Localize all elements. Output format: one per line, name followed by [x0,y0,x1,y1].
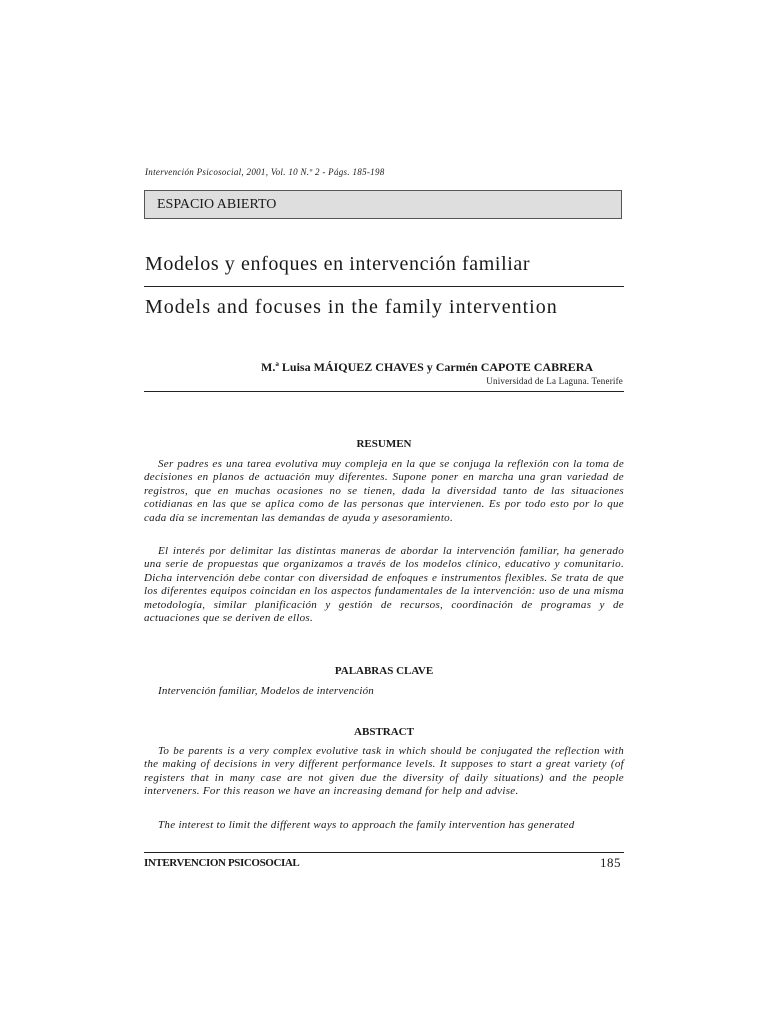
abstract-paragraph-2 [144,819,624,832]
divider [144,286,624,287]
author-names: M.ª Luisa MÁIQUEZ CHAVES y Carmén CAPOTE CABRERA [261,360,594,374]
section-label: ESPACIO ABIERTO [144,190,622,219]
resumen-paragraph-2-text: El interés por delimitar las distintas maneras de abordar la intervención familiar, ha generado una serie de propuestas que organizamos a través de los modelos clínico, educativo y comunitario. Dicha intervención debe contar con diversidad de enfoques e instrumentos flexibles. Se trata de que los diferentes equipos coincidan en los aspectos fundamentales de la intervención: uso de una misma metodología, similar planificación y gestión de recursos, coordinación de programas y de actuaciones que se deriven de ellos. [144,545,624,625]
abstract-paragraph-1 [144,745,624,799]
resumen-heading: RESUMEN [356,438,412,450]
author-affiliation: Universidad de La Laguna. Tenerife [486,376,623,386]
title-english: Models and focuses in the family intervention [145,296,558,318]
abstract-paragraph-1-text: To be parents is a very complex evolutive task in which should be conjugated the reflection with the making of decisions in very different performance levels. It supposes to start a great variety (of registers that in many case are not given due the diversity of daily situations) and the people interveners. For this reason we have an increasing demand for help and advise. [144,745,624,798]
footer-divider [144,852,624,853]
resumen-paragraph-1 [144,458,624,525]
resumen-paragraph-1-text: Ser padres es una tarea evolutiva muy compleja en la que se conjuga la reflexión con la toma de decisiones en planos de actuación muy diferentes. Supone poner en marcha una gran variedad de registros, que en muchas ocasiones no se tienen, dada la diversidad tanto de las situaciones cotidianas en las que se aplica como de las personas que intervienen. Es por todo esto por lo que cada día se incrementan las demandas de ayuda y asesoramiento. [144,458,624,524]
divider [144,391,624,392]
journal-citation: Intervención Psicosocial, 2001, Vol. 10 N.º 2 - Págs. 185-198 [145,167,385,177]
keywords-text: Intervención familiar, Modelos de intervención [158,685,375,697]
page-number: 185 [600,855,621,870]
abstract-heading: ABSTRACT [354,726,414,738]
title-spanish: Modelos y enfoques en intervención familiar [145,253,531,275]
footer-journal-name: INTERVENCION PSICOSOCIAL [144,857,300,869]
keywords-heading: PALABRAS CLAVE [334,665,434,677]
abstract-paragraph-2-text: The interest to limit the different ways to approach the family intervention has generated [158,819,575,831]
resumen-paragraph-2 [144,545,624,625]
